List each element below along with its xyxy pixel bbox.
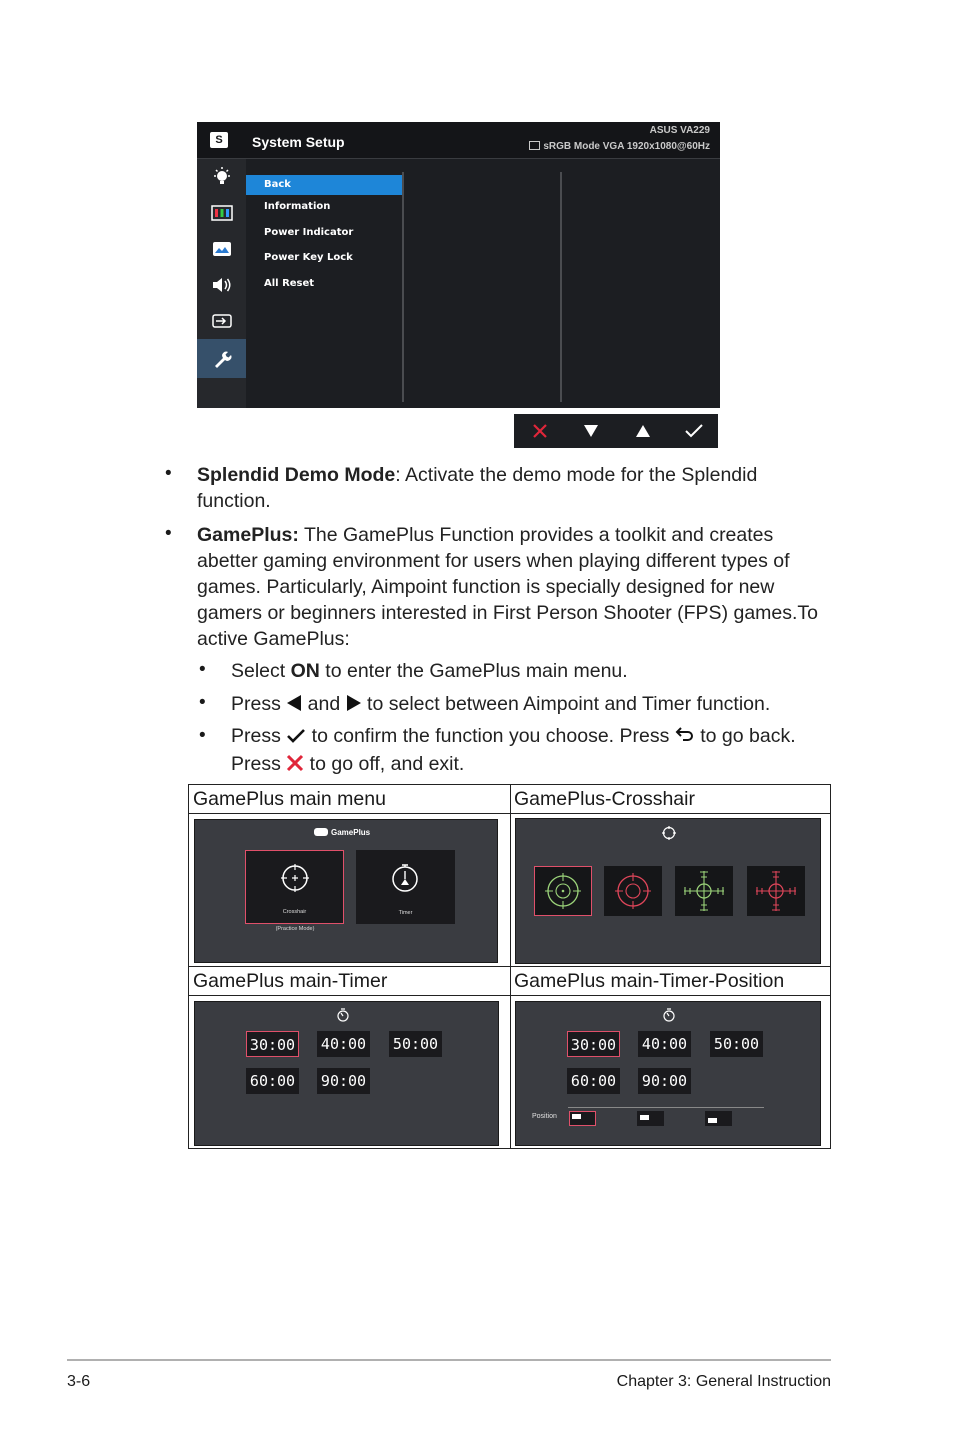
timer-option-50[interactable]: 50:00 bbox=[710, 1031, 763, 1057]
osd-divider bbox=[402, 172, 404, 402]
osd-sidebar bbox=[197, 159, 246, 408]
text: to select between Aimpoint and Timer function. bbox=[361, 693, 771, 715]
osd-mode-line bbox=[529, 141, 710, 152]
splendid-icon[interactable]: S bbox=[210, 132, 228, 148]
text: Press bbox=[231, 693, 287, 715]
down-arrow-icon[interactable] bbox=[565, 414, 616, 448]
sound-icon[interactable] bbox=[197, 267, 246, 303]
position-label: Position bbox=[532, 1113, 557, 1120]
gameplus-timer-position-screen bbox=[515, 1001, 821, 1146]
position-marker bbox=[640, 1115, 649, 1120]
gamepad-icon bbox=[314, 828, 328, 836]
sub-bullet-press-arrows bbox=[231, 691, 831, 719]
timer-option[interactable] bbox=[356, 850, 455, 924]
osd-item-power-indicator[interactable]: Power Indicator bbox=[264, 227, 354, 238]
table-divider bbox=[189, 995, 830, 996]
timer-option-40[interactable]: 40:00 bbox=[317, 1031, 370, 1057]
timer-option-30[interactable]: 30:00 bbox=[567, 1031, 620, 1057]
crosshair-style-4[interactable] bbox=[747, 866, 805, 916]
position-marker bbox=[572, 1114, 581, 1119]
close-icon[interactable] bbox=[514, 414, 565, 448]
left-arrow-icon bbox=[286, 693, 302, 719]
table-header: GamePlus main-Timer-Position bbox=[514, 970, 785, 992]
text: to confirm the function you choose. Press bbox=[306, 725, 675, 747]
timer-icon bbox=[662, 1008, 676, 1027]
up-arrow-icon[interactable] bbox=[617, 414, 668, 448]
input-icon[interactable] bbox=[197, 303, 246, 339]
color-icon[interactable] bbox=[197, 195, 246, 231]
right-arrow-icon bbox=[346, 693, 362, 719]
footer-rule bbox=[67, 1359, 831, 1361]
osd-model-label: ASUS VA229 bbox=[649, 125, 710, 136]
sub-bullet-press-confirm bbox=[231, 723, 831, 779]
timer-option-40[interactable]: 40:00 bbox=[638, 1031, 691, 1057]
osd-item-back[interactable]: Back bbox=[246, 175, 403, 195]
desc-gameplus: The GamePlus Function provides a toolkit and creates abetter gaming environment for users when playing different types of games. Particularly, Aimpoint function is specially designed for new gamers or beginners interested in First Person Shooter (FPS) games.To active GamePlus: bbox=[197, 524, 819, 650]
crosshair-icon bbox=[281, 864, 309, 897]
bullet-dot: • bbox=[165, 523, 172, 544]
table-divider bbox=[189, 813, 830, 814]
osd-button-bar bbox=[514, 414, 718, 448]
crosshair-style-3[interactable] bbox=[675, 866, 733, 916]
crosshair-icon bbox=[662, 826, 676, 845]
position-marker bbox=[708, 1118, 717, 1123]
position-option-center[interactable] bbox=[637, 1111, 664, 1126]
bulb-icon[interactable] bbox=[197, 159, 246, 195]
wrench-icon[interactable] bbox=[197, 339, 246, 378]
osd-header bbox=[197, 122, 720, 159]
bullet-gameplus bbox=[197, 522, 827, 652]
monitor-icon bbox=[529, 141, 540, 150]
table-header: GamePlus main-Timer bbox=[193, 970, 388, 992]
position-option-left[interactable] bbox=[569, 1111, 596, 1126]
osd-divider bbox=[560, 172, 562, 402]
text: Select bbox=[231, 660, 291, 682]
gameplus-table bbox=[188, 784, 831, 1149]
osd-menu bbox=[197, 122, 720, 408]
chapter-title: Chapter 3: General Instruction bbox=[616, 1373, 831, 1390]
timer-option-60[interactable]: 60:00 bbox=[246, 1068, 299, 1094]
bullet-dot: • bbox=[165, 463, 172, 484]
close-icon bbox=[286, 753, 304, 779]
page-number: 3-6 bbox=[67, 1373, 91, 1390]
text: to go back. bbox=[694, 725, 796, 747]
check-icon bbox=[286, 725, 306, 751]
table-divider bbox=[189, 966, 830, 967]
crosshair-style-2[interactable] bbox=[604, 866, 662, 916]
osd-mode-text: sRGB Mode VGA 1920x1080@60Hz bbox=[543, 141, 710, 152]
bullet-dot: • bbox=[199, 692, 206, 713]
crosshair-option[interactable] bbox=[245, 850, 344, 924]
image-icon[interactable] bbox=[197, 231, 246, 267]
text: and bbox=[302, 693, 346, 715]
table-header: GamePlus main menu bbox=[193, 788, 386, 810]
crosshair-style-1[interactable] bbox=[534, 866, 592, 916]
desc-splendid-demo: : Activate the demo mode for the Splendid function. bbox=[197, 464, 758, 512]
osd-title: System Setup bbox=[252, 134, 345, 150]
text: Press bbox=[231, 753, 287, 775]
practice-mode-note: (Practice Mode) bbox=[275, 926, 315, 932]
osd-item-all-reset[interactable]: All Reset bbox=[264, 278, 315, 289]
gameplus-title bbox=[314, 828, 370, 837]
timer-option-90[interactable]: 90:00 bbox=[638, 1068, 691, 1094]
text: to enter the GamePlus main menu. bbox=[319, 660, 628, 682]
term-splendid-demo: Splendid Demo Mode bbox=[197, 464, 396, 486]
timer-icon bbox=[391, 863, 419, 898]
back-icon bbox=[675, 725, 695, 751]
gameplus-timer-screen bbox=[194, 1001, 499, 1146]
sub-bullet-select-on bbox=[231, 658, 831, 684]
bullet-dot: • bbox=[199, 659, 206, 680]
osd-item-information[interactable]: Information bbox=[264, 201, 331, 212]
timer-icon bbox=[336, 1008, 350, 1027]
text: to go off, and exit. bbox=[304, 753, 465, 775]
timer-option-90[interactable]: 90:00 bbox=[317, 1068, 370, 1094]
bullet-dot: • bbox=[199, 725, 206, 746]
timer-option-30[interactable]: 30:00 bbox=[246, 1031, 299, 1057]
crosshair-label: Crosshair bbox=[282, 909, 307, 915]
timer-label: Timer bbox=[398, 910, 413, 916]
bullet-splendid-demo bbox=[197, 462, 827, 514]
gameplus-crosshair-screen bbox=[515, 818, 821, 964]
check-icon[interactable] bbox=[668, 414, 719, 448]
gameplus-main-menu-screen bbox=[194, 819, 498, 963]
osd-item-power-key-lock[interactable]: Power Key Lock bbox=[264, 252, 353, 263]
position-rule bbox=[568, 1107, 764, 1108]
timer-option-60[interactable]: 60:00 bbox=[567, 1068, 620, 1094]
gameplus-title-text: GamePlus bbox=[331, 828, 371, 837]
text: Press bbox=[231, 725, 287, 747]
term-gameplus: GamePlus: bbox=[197, 524, 299, 546]
timer-option-50[interactable]: 50:00 bbox=[389, 1031, 442, 1057]
on-label: ON bbox=[290, 660, 320, 682]
position-option-right[interactable] bbox=[705, 1111, 732, 1126]
table-header: GamePlus-Crosshair bbox=[514, 788, 695, 810]
